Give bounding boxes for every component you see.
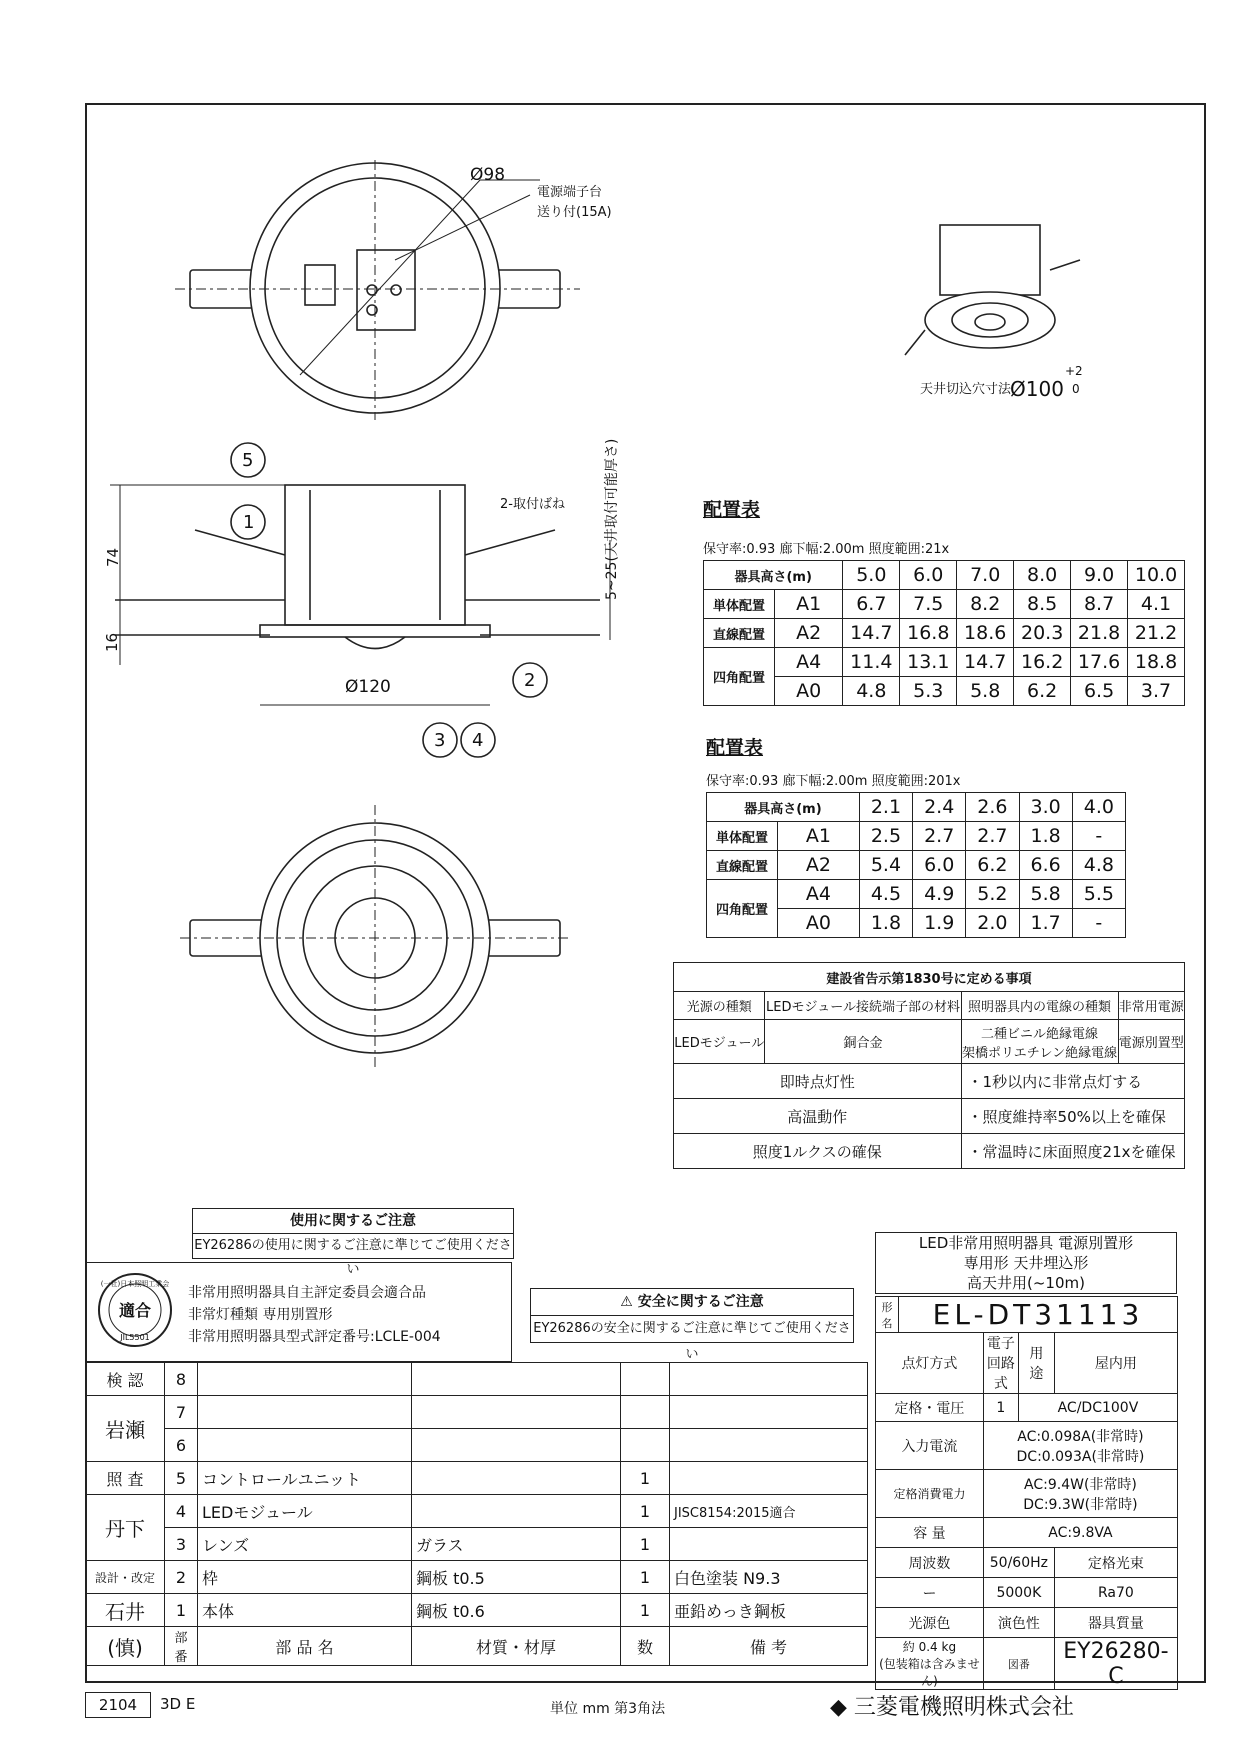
t2-h: 2.6 — [966, 793, 1019, 822]
part-note: 亜鉛めっき鋼板 — [670, 1594, 868, 1627]
t2-cell: 6.2 — [966, 851, 1019, 880]
terminal-label-2: 送り付(15A) — [537, 205, 612, 220]
footer-bango: 部番 — [165, 1627, 198, 1666]
t1-h: 7.0 — [957, 561, 1014, 590]
part-name — [198, 1429, 412, 1462]
spec-r2-b: 1 — [983, 1394, 1018, 1422]
t2-cell: 1.8 — [1019, 822, 1072, 851]
sign-iwase: 岩瀬 — [86, 1396, 165, 1462]
spec-r2-a: 定格・電圧 — [876, 1394, 984, 1422]
k-row-value: ・常温時に床面照度21xを確保 — [961, 1134, 1184, 1169]
spec-r3-v1: AC:0.098A(非常時) — [1017, 1428, 1144, 1445]
t1-cell: 17.6 — [1071, 648, 1128, 677]
part-note — [670, 1363, 868, 1396]
part-qty: 1 — [621, 1561, 670, 1594]
k-h4: 非常用電源 — [1118, 992, 1184, 1020]
part-name: LEDモジュール — [198, 1495, 412, 1528]
spec-title2: 専用形 天井埋込形 — [963, 1254, 1089, 1272]
sign-ishii: 石井 — [86, 1594, 165, 1627]
t1-cell: 21.8 — [1071, 619, 1128, 648]
part-note — [670, 1396, 868, 1429]
t1-cell: 18.6 — [957, 619, 1014, 648]
jil-notes — [188, 1282, 441, 1348]
k-row-value: ・1秒以内に非常点灯する — [961, 1064, 1184, 1099]
t2-h: 4.0 — [1072, 793, 1125, 822]
k-v4: 電源別置型 — [1118, 1020, 1184, 1064]
spec-r5-a: 容 量 — [876, 1518, 984, 1548]
t1-cell: 16.2 — [1014, 648, 1071, 677]
t2-cell: 5.2 — [966, 880, 1019, 909]
perspective-view — [905, 225, 1080, 355]
balloon-1: 1 — [243, 512, 255, 533]
t1-h: 6.0 — [900, 561, 957, 590]
view-code: 3D E — [160, 1695, 196, 1713]
part-no: 5 — [165, 1462, 198, 1495]
spec-r1-a: 点灯方式 — [876, 1333, 984, 1394]
spec-r7-d: Ra70 — [1054, 1578, 1177, 1608]
company-name: 三菱電機照明株式会社 — [853, 1695, 1074, 1720]
t1-cell: 21.2 — [1128, 619, 1185, 648]
t2-group: 四角配置 — [707, 880, 778, 938]
balloon-3: 3 — [434, 730, 446, 751]
spec-r3-v2: DC:0.093A(非常時) — [1016, 1448, 1145, 1465]
t1-cell: 6.5 — [1071, 677, 1128, 706]
cutout-tol-bot: 0 — [1072, 382, 1080, 396]
jil-line3: 非常用照明器具型式評定番号:LCLE-004 — [188, 1329, 441, 1345]
k-v3a: 二種ビニル絶縁電線 — [981, 1026, 1099, 1042]
usage-title: 使用に関するご注意 — [193, 1209, 513, 1234]
dim-74: 74 — [104, 547, 122, 567]
part-qty: 1 — [621, 1462, 670, 1495]
spec-r6-b: 50/60Hz — [983, 1548, 1054, 1578]
part-no: 6 — [165, 1429, 198, 1462]
t2-cell: 4.5 — [859, 880, 912, 909]
part-name: 本体 — [198, 1594, 412, 1627]
t1-cell: 13.1 — [900, 648, 957, 677]
mitsubishi-logo-icon: ◆ — [830, 1695, 847, 1720]
t2-cell: 4.9 — [913, 880, 966, 909]
spring-label: 2-取付ばね — [500, 497, 565, 512]
balloon-5: 5 — [242, 450, 254, 471]
kata-label: 形名 — [876, 1297, 899, 1333]
spec-title-box — [875, 1232, 1177, 1294]
part-name: 枠 — [198, 1561, 412, 1594]
table2 — [706, 792, 1126, 938]
t2-cell: 5.4 — [859, 851, 912, 880]
spec-r6-c: 定格光束 — [1054, 1548, 1177, 1578]
k-h3: 照明器具内の電線の種類 — [961, 992, 1118, 1020]
model-number: EL-DT31113 — [899, 1297, 1178, 1333]
revision: 2104 — [85, 1692, 151, 1718]
t1-header-label: 器具高さ(m) — [704, 561, 843, 590]
usage-text: EY26286の使用に関するご注意に準じてご使用ください — [194, 1238, 512, 1277]
spec-title3: 高天井用(~10m) — [967, 1274, 1085, 1292]
t1-code: A0 — [775, 677, 843, 706]
side-view — [110, 443, 610, 757]
jil-seal — [95, 1270, 175, 1350]
usage-box — [192, 1208, 514, 1277]
part-note — [670, 1429, 868, 1462]
sign-sekkei: 設計・改定 — [86, 1561, 165, 1594]
t2-cell: 1.8 — [859, 909, 912, 938]
jil-line2: 非常灯種類 専用別置形 — [188, 1307, 333, 1323]
part-note: 白色塗装 N9.3 — [670, 1561, 868, 1594]
k-row-key: 高温動作 — [674, 1099, 962, 1134]
part-qty — [621, 1396, 670, 1429]
part-mat — [412, 1462, 621, 1495]
part-qty — [621, 1429, 670, 1462]
t1-h: 9.0 — [1071, 561, 1128, 590]
part-qty: 1 — [621, 1495, 670, 1528]
table1-conditions: 保守率:0.93 廊下幅:2.00m 照度範囲:21x — [703, 542, 950, 557]
phi120-label: Ø120 — [345, 677, 391, 697]
t1-group: 直線配置 — [704, 619, 775, 648]
warning-icon: ⚠ — [620, 1294, 633, 1310]
t1-cell: 5.3 — [900, 677, 957, 706]
sign-shosa: 照 査 — [86, 1462, 165, 1495]
zuban-label: 図番 — [983, 1638, 1054, 1690]
k-row-value: ・照度維持率50%以上を確保 — [961, 1099, 1184, 1134]
t2-cell: 1.7 — [1019, 909, 1072, 938]
terminal-label-1: 電源端子台 — [537, 185, 603, 200]
part-note — [670, 1528, 868, 1561]
safety-box — [530, 1288, 854, 1362]
t1-cell: 4.1 — [1128, 590, 1185, 619]
part-note: JISC8154:2015適合 — [670, 1495, 868, 1528]
t1-cell: 5.8 — [957, 677, 1014, 706]
sign-kennin: 検 認 — [86, 1363, 165, 1396]
t2-group: 単体配置 — [707, 822, 778, 851]
cutout-dim: Ø100 — [1010, 377, 1064, 401]
parts-table — [85, 1362, 868, 1666]
spec-r8-v2: (包装箱は含みません) — [879, 1657, 980, 1688]
t1-cell: 8.7 — [1071, 590, 1128, 619]
table1 — [703, 560, 1185, 706]
t1-code: A4 — [775, 648, 843, 677]
seal-top: (一社)日本照明工業会 — [100, 1280, 170, 1288]
t1-cell: 14.7 — [843, 619, 900, 648]
t1-cell: 20.3 — [1014, 619, 1071, 648]
top-view — [175, 160, 580, 420]
spec-r3-a: 入力電流 — [876, 1422, 984, 1470]
spec-r1-d: 屋内用 — [1054, 1333, 1177, 1394]
t2-code: A4 — [778, 880, 860, 909]
t2-cell: 2.5 — [859, 822, 912, 851]
dim-16: 16 — [103, 632, 121, 652]
part-mat: 鋼板 t0.6 — [412, 1594, 621, 1627]
t2-cell: - — [1072, 909, 1125, 938]
phi98-label: Ø98 — [470, 165, 506, 185]
t2-code: A0 — [778, 909, 860, 938]
spec-r6-d: ー — [876, 1578, 984, 1608]
spec-r7-a: 光源色 — [876, 1608, 984, 1638]
unit-projection: 単位 mm 第3角法 — [550, 1701, 666, 1717]
spec-table — [875, 1296, 1178, 1690]
t1-code: A1 — [775, 590, 843, 619]
sign-shin: (慎) — [86, 1627, 165, 1666]
part-no: 8 — [165, 1363, 198, 1396]
part-mat — [412, 1495, 621, 1528]
table2-conditions: 保守率:0.93 廊下幅:2.00m 照度範囲:201x — [706, 774, 961, 789]
k-v1: LEDモジュール — [674, 1020, 765, 1064]
spec-r2-c: AC/DC100V — [1018, 1394, 1177, 1422]
part-mat — [412, 1396, 621, 1429]
safety-text: EY26286の安全に関するご注意に準じてご使用ください — [533, 1321, 851, 1362]
seal-mid: 適合 — [118, 1301, 152, 1320]
t1-cell: 8.2 — [957, 590, 1014, 619]
t2-h: 2.4 — [913, 793, 966, 822]
footer-note: 備 考 — [670, 1627, 868, 1666]
spec-r7-c: 演色性 — [983, 1608, 1054, 1638]
ceiling-thickness: 5~25(天井取付可能厚さ) — [604, 438, 620, 600]
t1-cell: 14.7 — [957, 648, 1014, 677]
spec-title1: LED非常用照明器具 電源別置形 — [918, 1234, 1134, 1252]
t2-cell: 4.8 — [1072, 851, 1125, 880]
spec-r6-a: 周波数 — [876, 1548, 984, 1578]
part-name: レンズ — [198, 1528, 412, 1561]
footer-mat: 材質・材厚 — [412, 1627, 621, 1666]
part-mat: ガラス — [412, 1528, 621, 1561]
t2-code: A2 — [778, 851, 860, 880]
part-mat — [412, 1429, 621, 1462]
t2-header-label: 器具高さ(m) — [707, 793, 860, 822]
t1-cell: 16.8 — [900, 619, 957, 648]
part-mat — [412, 1363, 621, 1396]
spec-r4-v1: AC:9.4W(非常時) — [1024, 1476, 1137, 1493]
footer-qty: 数 — [621, 1627, 670, 1666]
table2-title: 配置表 — [706, 737, 764, 759]
t1-group: 単体配置 — [704, 590, 775, 619]
t2-h: 3.0 — [1019, 793, 1072, 822]
k-v2: 銅合金 — [765, 1020, 961, 1064]
company — [830, 1690, 1074, 1721]
part-no: 1 — [165, 1594, 198, 1627]
part-qty: 1 — [621, 1528, 670, 1561]
bottom-view — [180, 805, 570, 1070]
t1-cell: 3.7 — [1128, 677, 1185, 706]
t1-h: 5.0 — [843, 561, 900, 590]
t1-cell: 7.5 — [900, 590, 957, 619]
t2-cell: 2.7 — [966, 822, 1019, 851]
t2-cell: 6.6 — [1019, 851, 1072, 880]
t2-cell: 2.0 — [966, 909, 1019, 938]
t2-cell: 5.8 — [1019, 880, 1072, 909]
t1-cell: 4.8 — [843, 677, 900, 706]
part-mat: 鋼板 t0.5 — [412, 1561, 621, 1594]
seal-bot: JIL5501 — [120, 1333, 150, 1342]
part-qty: 1 — [621, 1594, 670, 1627]
spec-r1-b: 電子回路式 — [983, 1333, 1018, 1394]
t1-cell: 18.8 — [1128, 648, 1185, 677]
k-h1: 光源の種類 — [674, 992, 765, 1020]
spec-r1-c: 用 途 — [1018, 1333, 1054, 1394]
t1-h: 8.0 — [1014, 561, 1071, 590]
t2-h: 2.1 — [859, 793, 912, 822]
t1-cell: 6.2 — [1014, 677, 1071, 706]
t1-group: 四角配置 — [704, 648, 775, 706]
spec-r5-v: AC:9.8VA — [983, 1518, 1177, 1548]
spec-r4-v2: DC:9.3W(非常時) — [1023, 1496, 1138, 1513]
balloon-4: 4 — [472, 730, 484, 751]
part-name — [198, 1396, 412, 1429]
t1-cell: 11.4 — [843, 648, 900, 677]
cutout-tol-top: +2 — [1065, 364, 1083, 378]
t2-code: A1 — [778, 822, 860, 851]
spec-r7-b: 5000K — [983, 1578, 1054, 1608]
jil-line1: 非常用照明器具自主評定委員会適合品 — [188, 1285, 426, 1301]
k-h2: LEDモジュール接続端子部の材料 — [765, 992, 961, 1020]
k-row-key: 照度1ルクスの確保 — [674, 1134, 962, 1169]
t2-cell: 6.0 — [913, 851, 966, 880]
k-v3b: 架橋ポリエチレン絶縁電線 — [961, 1045, 1118, 1061]
t1-cell: 6.7 — [843, 590, 900, 619]
part-name — [198, 1363, 412, 1396]
part-no: 2 — [165, 1561, 198, 1594]
k-row-key: 即時点灯性 — [674, 1064, 962, 1099]
t2-cell: 5.5 — [1072, 880, 1125, 909]
part-no: 7 — [165, 1396, 198, 1429]
safety-title: 安全に関するご注意 — [637, 1294, 764, 1310]
table1-title: 配置表 — [703, 499, 761, 521]
t2-cell: 1.9 — [913, 909, 966, 938]
footer-name: 部 品 名 — [198, 1627, 412, 1666]
t2-cell: - — [1072, 822, 1125, 851]
spec-r4-a: 定格消費電力 — [876, 1470, 984, 1518]
balloon-2: 2 — [524, 670, 536, 691]
part-no: 3 — [165, 1528, 198, 1561]
sign-tange: 丹下 — [86, 1495, 165, 1561]
t1-h: 10.0 — [1128, 561, 1185, 590]
t2-group: 直線配置 — [707, 851, 778, 880]
t1-cell: 8.5 — [1014, 590, 1071, 619]
t2-cell: 2.7 — [913, 822, 966, 851]
t1-code: A2 — [775, 619, 843, 648]
zuban-number: EY26280-C — [1054, 1638, 1177, 1690]
part-qty — [621, 1363, 670, 1396]
cutout-label: 天井切込穴寸法 — [920, 382, 1012, 397]
part-no: 4 — [165, 1495, 198, 1528]
kenchiku-title: 建設省告示第1830号に定める事項 — [674, 963, 1185, 992]
spec-r8-v1: 約 0.4 kg — [902, 1640, 957, 1654]
part-name: コントロールユニット — [198, 1462, 412, 1495]
spec-r8-a: 器具質量 — [1054, 1608, 1177, 1638]
kenchiku-table — [673, 962, 1185, 1169]
part-note — [670, 1462, 868, 1495]
